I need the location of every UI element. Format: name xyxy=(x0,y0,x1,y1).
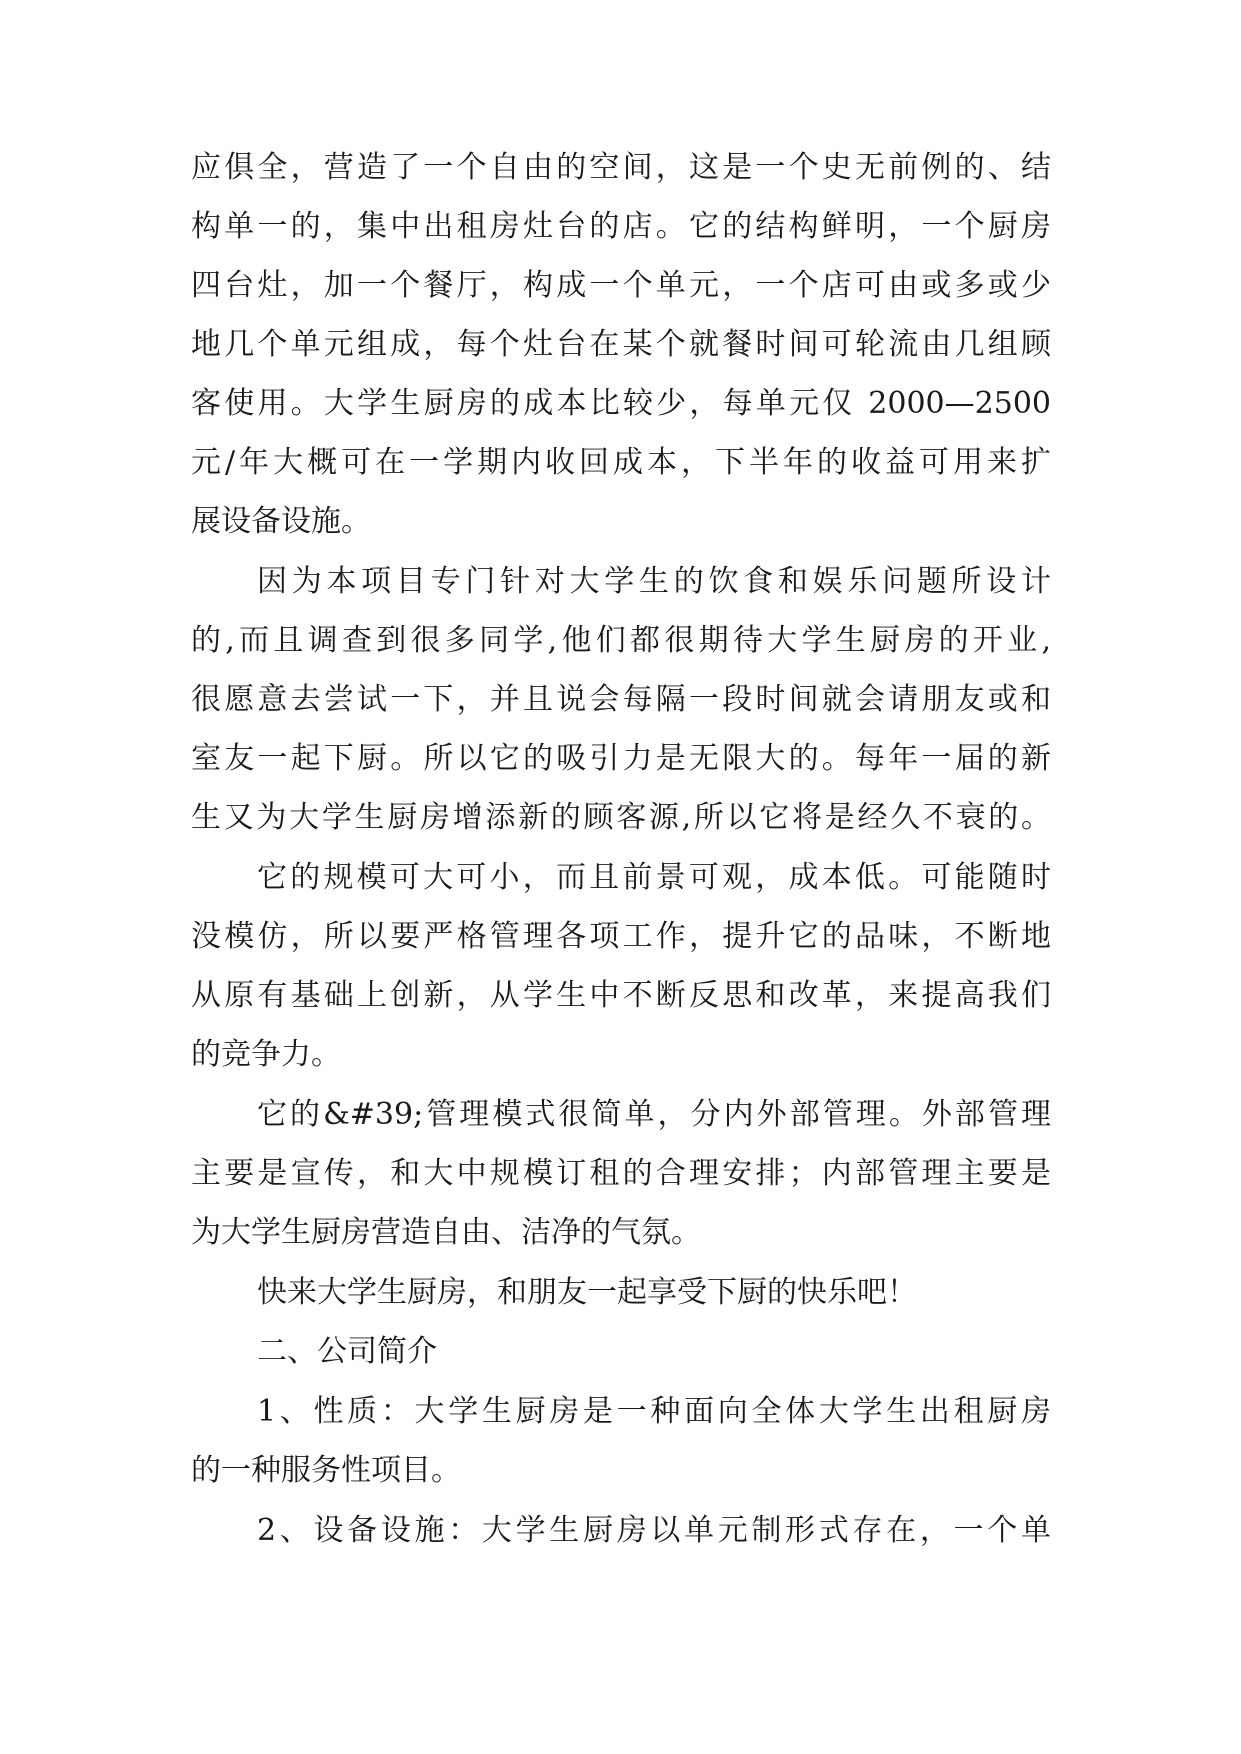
text-line: 应俱全，营造了一个自由的空间，这是一个史无前例的、结 xyxy=(191,150,1051,185)
text-line: 1、性质：大学生厨房是一种面向全体大学生出租厨房 xyxy=(257,1394,1051,1429)
text-line: 客使用。大学生厨房的成本比较少，每单元仅 2000—2500 xyxy=(191,386,1051,421)
text-line: 2、设备设施：大学生厨房以单元制形式存在，一个单 xyxy=(257,1513,1051,1548)
text-line: 的一种服务性项目。 xyxy=(191,1453,461,1488)
text-line: 四台灶，加一个餐厅，构成一个单元，一个店可由或多或少 xyxy=(191,268,1051,303)
text-line: 展设备设施。 xyxy=(191,504,371,539)
text-line: 主要是宣传，和大中规模订租的合理安排；内部管理主要是 xyxy=(191,1156,1051,1191)
text-line: 的,而且调查到很多同学,他们都很期待大学生厨房的开业, xyxy=(191,623,1051,658)
text-line: 构单一的，集中出租房灶台的店。它的结构鲜明，一个厨房 xyxy=(191,209,1051,244)
text-line: 从原有基础上创新，从学生中不断反思和改革，来提高我们 xyxy=(191,978,1051,1013)
text-line: 地几个单元组成，每个灶台在某个就餐时间可轮流由几组顾 xyxy=(191,327,1051,362)
text-line: 生又为大学生厨房增添新的顾客源,所以它将是经久不衰的。 xyxy=(191,800,1051,835)
section-heading: 二、公司简介 xyxy=(257,1334,437,1369)
text-line: 它的规模可大可小，而且前景可观，成本低。可能随时 xyxy=(257,860,1051,895)
text-line: 元/年大概可在一学期内收回成本，下半年的收益可用来扩 xyxy=(191,445,1051,480)
text-line: 它的&#39;管理模式很简单，分内外部管理。外部管理 xyxy=(257,1097,1051,1132)
text-line: 室友一起下厨。所以它的吸引力是无限大的。每年一届的新 xyxy=(191,741,1051,776)
text-line: 快来大学生厨房，和朋友一起享受下厨的快乐吧！ xyxy=(257,1275,917,1310)
text-line: 因为本项目专门针对大学生的饮食和娱乐问题所设计 xyxy=(257,564,1051,599)
text-line: 的竞争力。 xyxy=(191,1037,341,1072)
text-line: 很愿意去尝试一下，并且说会每隔一段时间就会请朋友或和 xyxy=(191,682,1051,717)
text-line: 为大学生厨房营造自由、洁净的气氛。 xyxy=(191,1215,701,1250)
text-line: 没模仿，所以要严格管理各项工作，提升它的品味，不断地 xyxy=(191,919,1051,954)
